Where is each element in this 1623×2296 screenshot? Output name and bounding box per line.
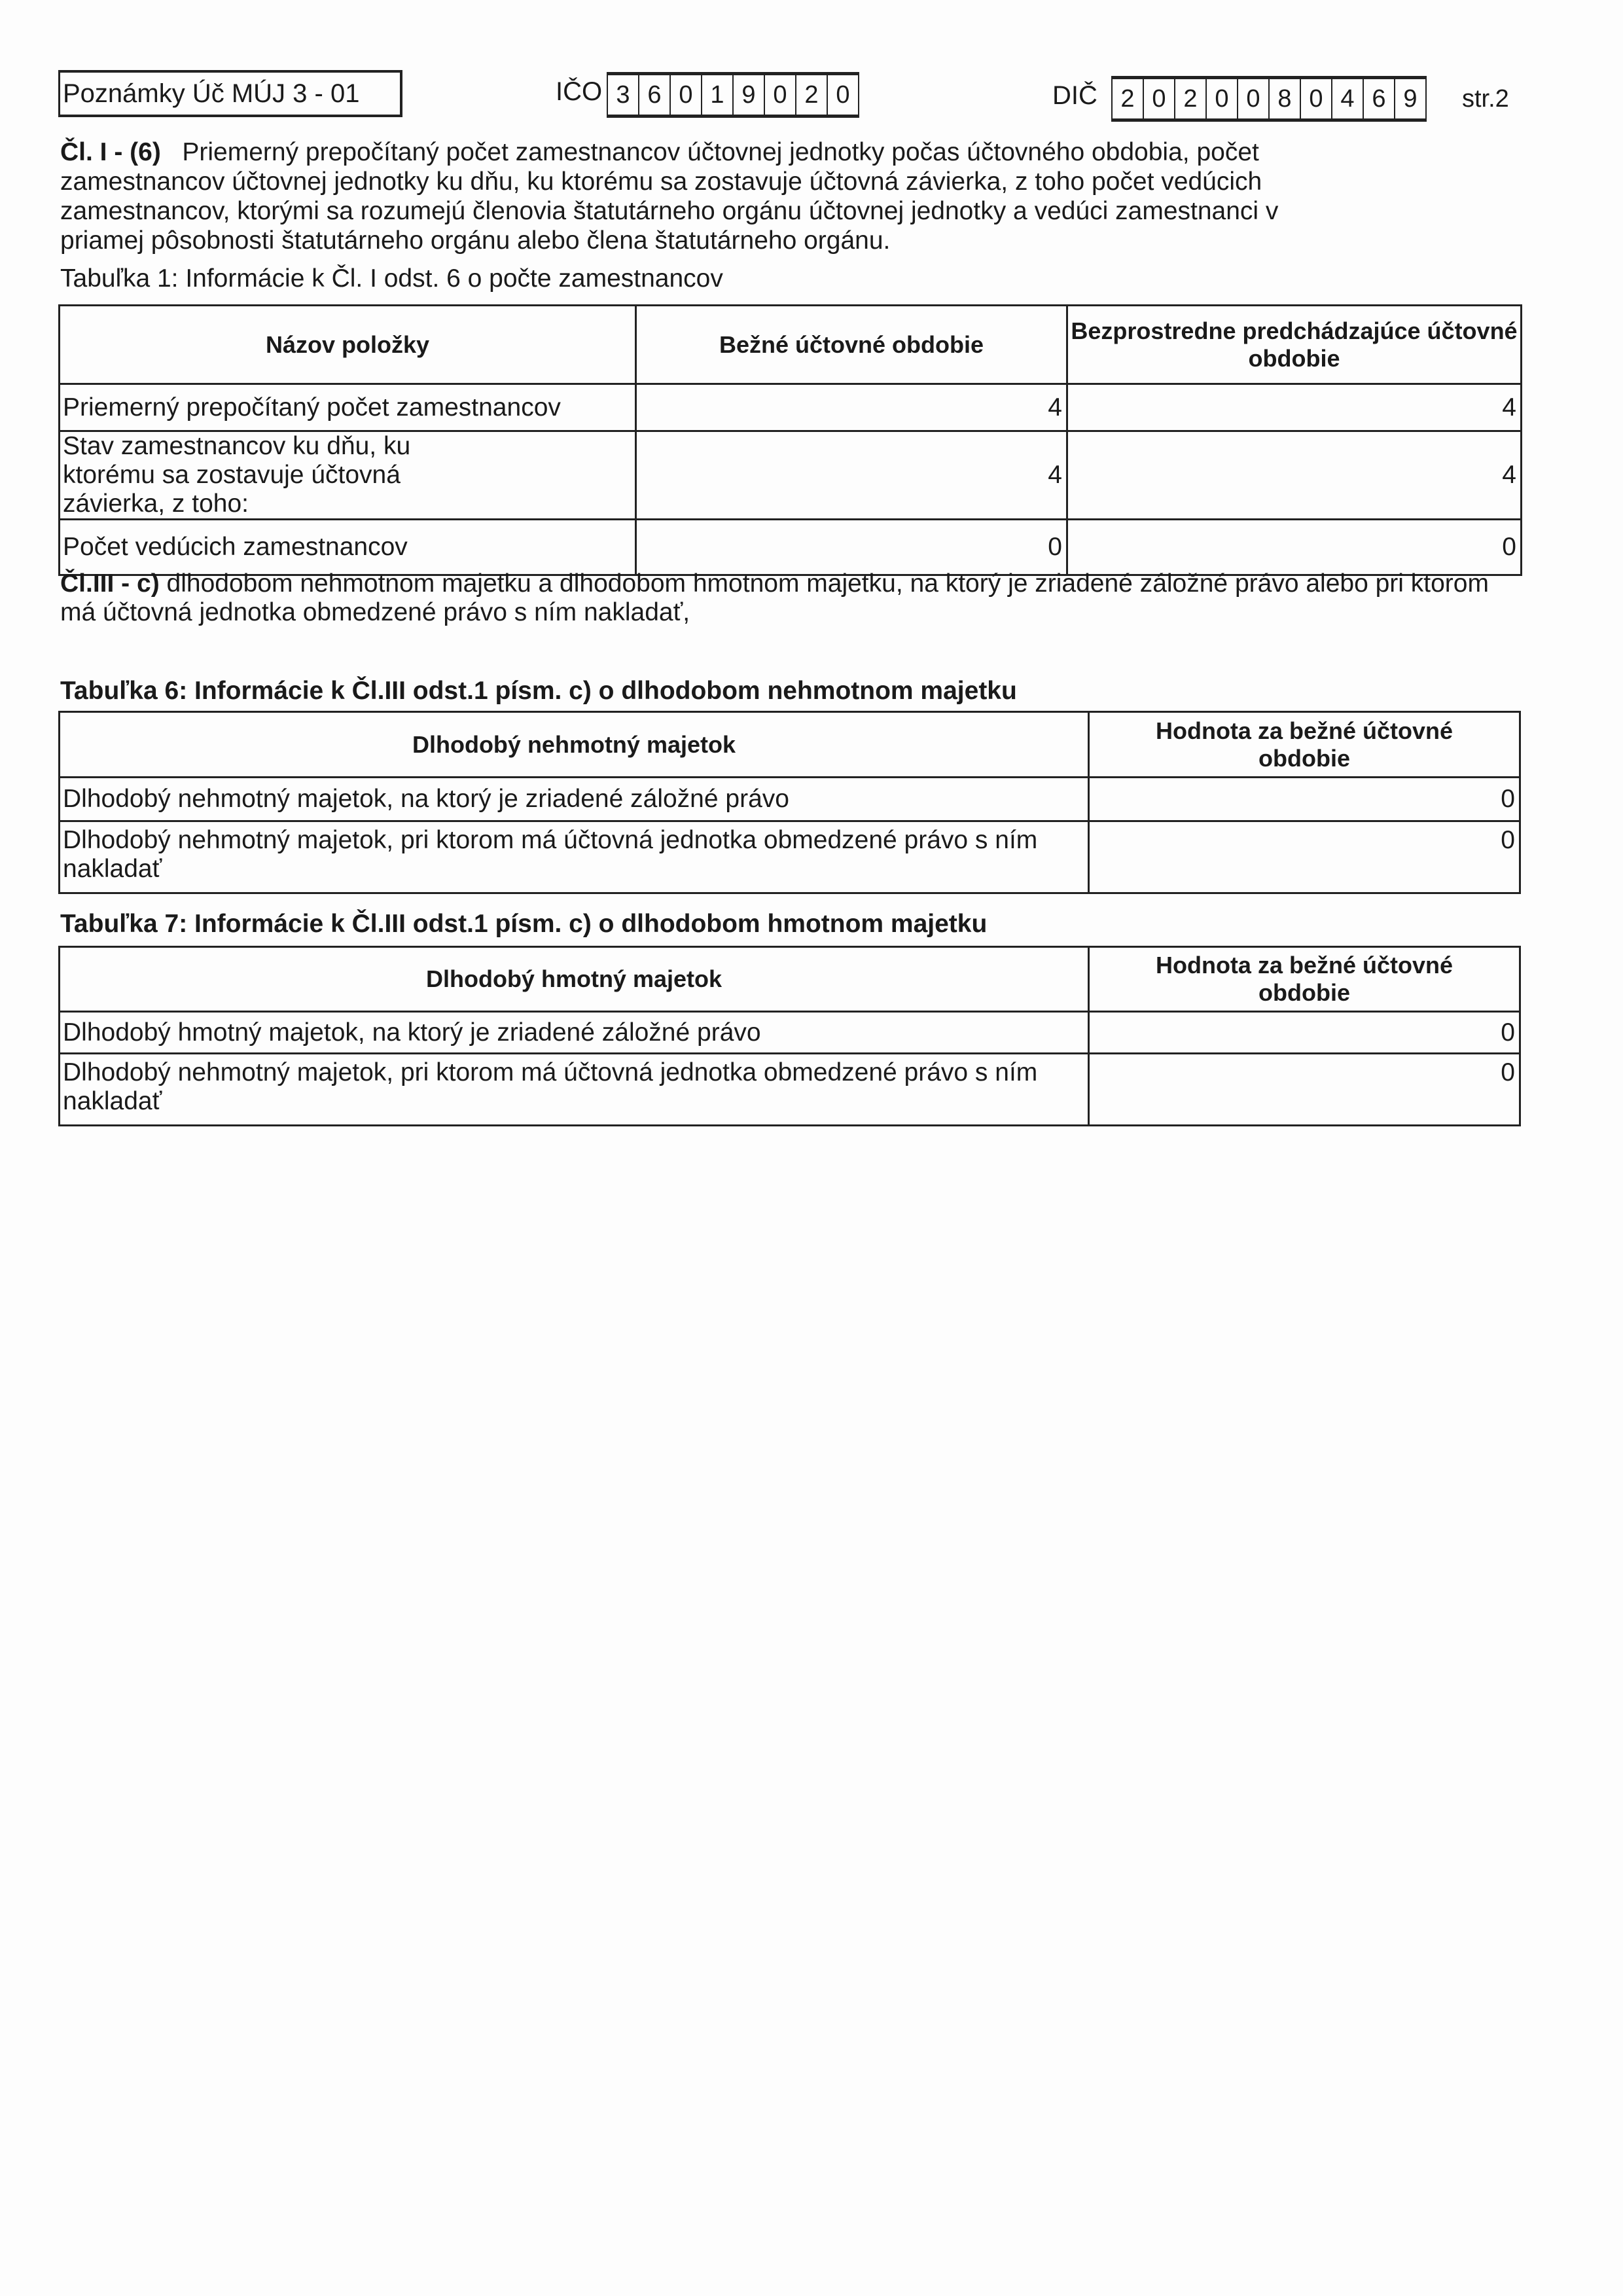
section1-text: Priemerný prepočítaný počet zamestnancov účtovnej jednotky počas účtovného obdobia, počet zamestnancov účtovnej jednotky ku dňu, ku ktorému sa zostavuje účtovná závierka, z toho počet vedúcich zamestnancov, ktorými sa rozumejú členovia štatutárneho orgánu účtovnej jednotky a vedúci zamestnanci v priamej pôsobnosti štatutárneho orgánu alebo člena štatutárneho orgánu. xyxy=(60,138,1279,255)
ico-digit: 1 xyxy=(702,75,734,115)
form-label-box: Poznámky Úč MÚJ 3 - 01 xyxy=(58,70,402,117)
table-row xyxy=(60,1012,1520,1054)
table-row xyxy=(60,778,1520,821)
ico-digit: 0 xyxy=(671,75,702,115)
table-row xyxy=(60,384,1522,431)
table6-title: Tabuľka 6: Informácie k Čl.III odst.1 písm. c) o dlhodobom nehmotnom majetku xyxy=(60,677,1017,705)
ico-digit: 2 xyxy=(796,75,828,115)
row-value: 0 xyxy=(1089,821,1520,893)
section3-paragraph xyxy=(60,569,1520,627)
column-header: Dlhodobý hmotný majetok xyxy=(60,947,1089,1012)
row-label: Dlhodobý nehmotný majetok, pri ktorom má účtovná jednotka obmedzené právo s ním nakladať xyxy=(60,821,1089,893)
table-row xyxy=(60,821,1520,893)
ico-digit: 9 xyxy=(734,75,765,115)
dic-digit: 0 xyxy=(1301,79,1332,118)
table-row xyxy=(60,520,1522,575)
dic-digit: 2 xyxy=(1113,79,1144,118)
ico-digit: 3 xyxy=(608,75,639,115)
employees-table xyxy=(58,304,1522,576)
table-header-row xyxy=(60,947,1520,1012)
ico-digit: 0 xyxy=(828,75,859,115)
row-label: Dlhodobý nehmotný majetok, pri ktorom má účtovná jednotka obmedzené právo s ním nakladať xyxy=(60,1054,1089,1126)
intangible-assets-table xyxy=(58,711,1521,894)
dic-digit: 0 xyxy=(1238,79,1270,118)
dic-label: DIČ xyxy=(1052,81,1097,110)
row-value: 0 xyxy=(1089,778,1520,821)
section3-prefix: Čl.III - c) xyxy=(60,569,160,598)
table-row xyxy=(60,1054,1520,1126)
column-header: Názov položky xyxy=(60,306,636,384)
dic-digit: 0 xyxy=(1144,79,1175,118)
previous-value: 4 xyxy=(1067,384,1522,431)
current-value: 4 xyxy=(636,384,1067,431)
ico-digits xyxy=(607,72,859,118)
current-value: 0 xyxy=(636,520,1067,575)
table1-title: Tabuľka 1: Informácie k Čl. I odst. 6 o počte zamestnancov xyxy=(60,264,723,293)
row-value: 0 xyxy=(1089,1054,1520,1126)
column-header: Hodnota za bežné účtovné obdobie xyxy=(1089,712,1520,778)
row-value: 0 xyxy=(1089,1012,1520,1054)
row-label: Dlhodobý nehmotný majetok, na ktorý je zriadené záložné právo xyxy=(60,778,1089,821)
ico-digit: 6 xyxy=(639,75,671,115)
dic-digit: 4 xyxy=(1332,79,1364,118)
column-header: Bezprostredne predchádzajúce účtovné obdobie xyxy=(1067,306,1522,384)
table-header-row xyxy=(60,306,1522,384)
table-row xyxy=(60,431,1522,520)
dic-digits xyxy=(1111,76,1427,122)
previous-value: 4 xyxy=(1067,431,1522,520)
current-value: 4 xyxy=(636,431,1067,520)
section1-prefix: Čl. I - (6) xyxy=(60,138,161,166)
dic-digit: 6 xyxy=(1364,79,1395,118)
dic-digit: 9 xyxy=(1395,79,1427,118)
page-number: str.2 xyxy=(1462,85,1509,113)
table-header-row xyxy=(60,712,1520,778)
section3-text: dlhodobom nehmotnom majetku a dlhodobom hmotnom majetku, na ktorý je zriadené záložné právo alebo pri ktorom má účtovná jednotka obmedzené právo s ním nakladať, xyxy=(60,569,1489,626)
row-label: Počet vedúcich zamestnancov xyxy=(60,520,636,575)
table7-title: Tabuľka 7: Informácie k Čl.III odst.1 písm. c) o dlhodobom hmotnom majetku xyxy=(60,910,988,938)
column-header: Bežné účtovné obdobie xyxy=(636,306,1067,384)
row-label: Stav zamestnancov ku dňu, ku ktorému sa zostavuje účtovná závierka, z toho: xyxy=(60,431,636,520)
section1-paragraph xyxy=(60,137,1369,255)
ico-digit: 0 xyxy=(765,75,796,115)
column-header: Hodnota za bežné účtovné obdobie xyxy=(1089,947,1520,1012)
column-header: Dlhodobý nehmotný majetok xyxy=(60,712,1089,778)
row-label: Priemerný prepočítaný počet zamestnancov xyxy=(60,384,636,431)
dic-digit: 2 xyxy=(1175,79,1207,118)
row-label: Dlhodobý hmotný majetok, na ktorý je zriadené záložné právo xyxy=(60,1012,1089,1054)
dic-digit: 8 xyxy=(1270,79,1301,118)
tangible-assets-table xyxy=(58,946,1521,1126)
dic-digit: 0 xyxy=(1207,79,1238,118)
ico-label: IČO xyxy=(556,77,603,106)
previous-value: 0 xyxy=(1067,520,1522,575)
